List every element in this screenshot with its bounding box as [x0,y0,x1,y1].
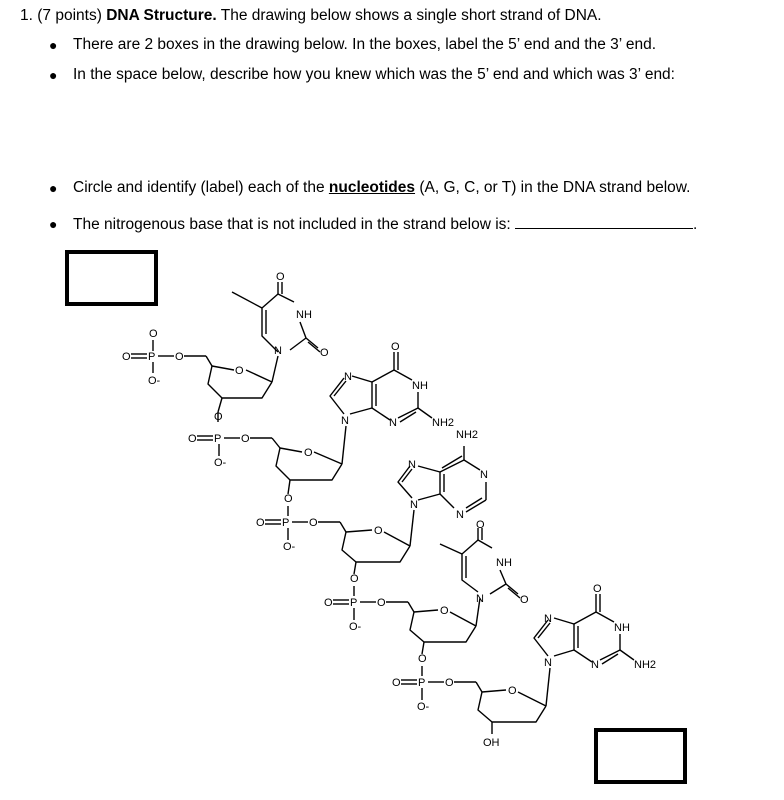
atom-n-label: N [344,371,352,383]
atom-n-label: N [456,509,464,521]
atom-o-label: O [214,411,223,423]
atom-n-label: N [410,499,418,511]
bullet-marker: ● [49,67,58,83]
atom-o-label: O [149,328,158,340]
atom-o-minus-label: O- [417,701,430,713]
atom-o-label: O [235,365,244,377]
atom-n-label: N [341,415,349,427]
question-points: (7 points) [37,7,102,24]
atom-o-label: O [324,597,333,609]
atom-o-minus-label: O- [283,541,296,553]
atom-o-label: O [520,594,529,606]
atom-nh2-label: NH2 [634,659,657,671]
atom-o-label: O [418,653,427,665]
atom-nh-label: NH [412,380,428,392]
atom-n-label: N [476,593,484,605]
atom-n-label: N [480,469,488,481]
atom-o-label: O [304,447,313,459]
atom-n-label: N [408,459,416,471]
deoxyribose-sugar [276,426,346,494]
atom-n-label: N [274,345,282,357]
phosphate-group [392,653,482,713]
atom-nh2-label: NH2 [432,417,455,429]
guanine-base [330,341,454,429]
atom-p-label: P [282,517,290,529]
atom-o-label: O [445,677,454,689]
bullet-3-pre: Circle and identify (label) each of the [73,179,329,196]
atom-oh-label: OH [483,737,500,749]
bullet-2: In the space below, describe how you knew which was the 5’ end and which was 3’ end: [73,66,675,83]
question-intro: The drawing below shows a single short strand of DNA. [220,7,602,24]
atom-o-label: O [175,351,184,363]
atom-o-label: O [593,583,602,595]
bullet-3-post: (A, G, C, or T) in the DNA strand below. [415,179,691,196]
bullet-4-end: . [693,216,698,233]
bullet-marker: ● [49,180,58,196]
bullet-marker: ● [49,216,58,232]
question-number: 1. [20,7,33,24]
phosphate-group [324,573,414,633]
bullet-4-text: The nitrogenous base that is not included in the strand below is: [73,216,511,233]
thymine-base [440,519,529,606]
bullet-marker: ● [49,37,58,53]
atom-nh-label: NH [614,622,630,634]
thymine-base [232,271,329,359]
atom-n-label: N [389,417,397,429]
deoxyribose-sugar [410,598,480,654]
bullet-1: There are 2 boxes in the drawing below. In the boxes, label the 5’ end and the 3’ end. [73,36,657,53]
atom-p-label: P [148,351,156,363]
atom-o-label: O [284,493,293,505]
atom-o-label: O [392,677,401,689]
atom-nh-label: NH [296,309,312,321]
atom-o-label: O [122,351,131,363]
atom-p-label: P [214,433,222,445]
phosphate-group [256,493,346,553]
atom-p-label: P [350,597,358,609]
atom-o-label: O [350,573,359,585]
phosphate-group [122,328,212,387]
atom-o-label: O [440,605,449,617]
atom-o-label: O [391,341,400,353]
adenine-base [398,429,488,521]
bullet-3-bold: nucleotides [328,179,416,196]
deoxyribose-sugar [208,356,278,412]
guanine-base [534,583,656,671]
atom-n-label: N [591,659,599,671]
atom-o-label: O [188,433,197,445]
atom-n-label: N [544,613,552,625]
atom-o-label: O [309,517,318,529]
atom-nh2-label: NH2 [456,429,479,441]
atom-o-label: O [320,347,329,359]
atom-n-label: N [544,657,552,669]
deoxyribose-sugar [342,510,414,574]
atom-o-minus-label: O- [214,457,227,469]
atom-p-label: P [418,677,426,689]
atom-o-label: O [377,597,386,609]
phosphate-group [188,411,280,469]
atom-o-label: O [241,433,250,445]
atom-o-minus-label: O- [349,621,362,633]
atom-o-minus-label: O- [148,375,161,387]
atom-o-label: O [256,517,265,529]
question-title: DNA Structure. [106,7,217,24]
atom-nh-label: NH [496,557,512,569]
atom-o-label: O [374,525,383,537]
atom-o-label: O [276,271,285,283]
deoxyribose-sugar [478,668,550,749]
atom-o-label: O [508,685,517,697]
atom-o-label: O [476,519,485,531]
